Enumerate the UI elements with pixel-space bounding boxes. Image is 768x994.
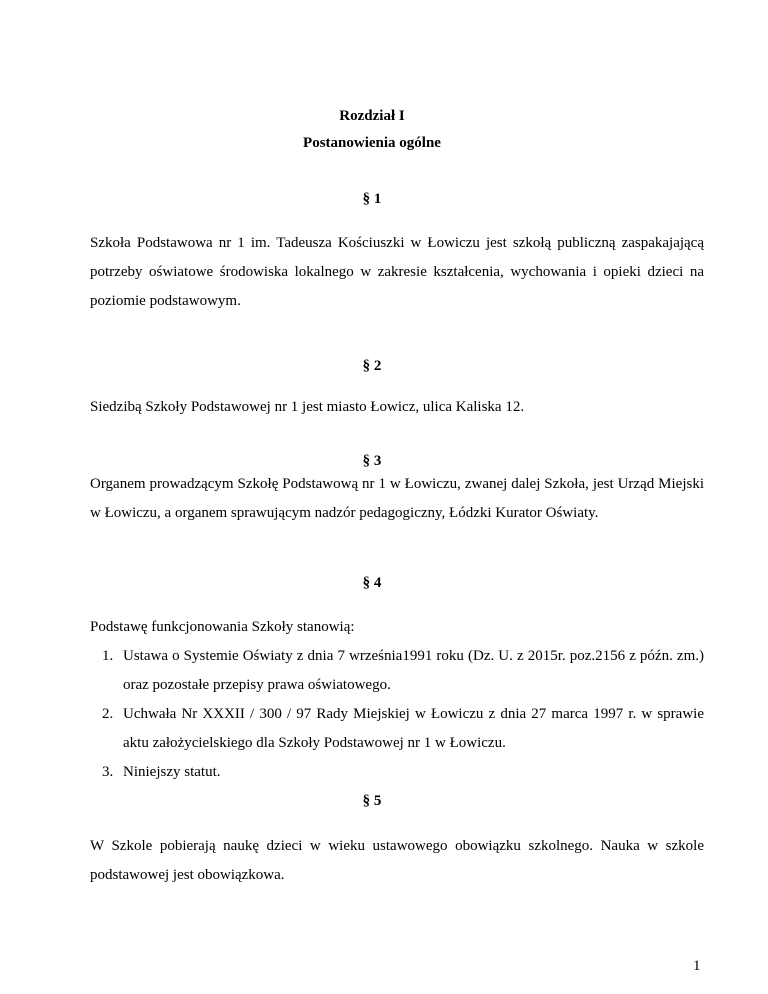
section-text-3: Organem prowadzącym Szkołę Podstawową nr 1 w Łowiczu, zwanej dalej Szkoła, jest Urząd Miejski w Łowiczu, a organem sprawującym nadzór pedagogiczny, Łódzki Kurator Oświaty.: [90, 476, 704, 521]
chapter-subtitle: Postanowienia ogólne: [303, 135, 441, 151]
list-item: [90, 642, 704, 700]
list-item-text: Uchwała Nr XXXII / 300 / 97 Rady Miejskiej w Łowiczu z dnia 27 marca 1997 r. w sprawie aktu założycielskiego dla Szkoły Podstawowej nr 1 w Łowiczu.: [123, 706, 704, 751]
list-item: [90, 700, 704, 758]
legal-basis-list: [90, 642, 704, 787]
section-text-2: Siedzibą Szkoły Podstawowej nr 1 jest miasto Łowicz, ulica Kaliska 12.: [90, 399, 525, 415]
list-item: [90, 758, 704, 787]
list-item-text: Ustawa o Systemie Oświaty z dnia 7 września1991 roku (Dz. U. z 2015r. poz.2156 z późn. zm.) oraz pozostałe przepisy prawa oświatowego.: [123, 648, 704, 693]
section-sign-3: § 3: [362, 453, 382, 469]
page-number: 1: [693, 958, 701, 974]
chapter-title: Rozdział I: [339, 108, 405, 124]
list-item-text: Niniejszy statut.: [123, 764, 221, 780]
section-sign-2: § 2: [362, 358, 382, 374]
section-text-4: Podstawę funkcjonowania Szkoły stanowią:: [90, 619, 355, 635]
section-sign-4: § 4: [362, 575, 382, 591]
section-sign-1: § 1: [362, 191, 382, 207]
section-sign-5: § 5: [362, 793, 382, 809]
list-item-number: 3.: [102, 764, 114, 780]
list-item-number: 2.: [102, 706, 114, 722]
list-item-number: 1.: [102, 648, 114, 664]
section-text-5: W Szkole pobierają naukę dzieci w wieku ustawowego obowiązku szkolnego. Nauka w szkole podstawowej jest obowiązkowa.: [90, 838, 704, 883]
section-text-1: Szkoła Podstawowa nr 1 im. Tadeusza Kościuszki w Łowiczu jest szkołą publiczną zaspakajającą potrzeby oświatowe środowiska lokalnego w zakresie kształcenia, wychowania i opieki dzieci na poziomie podstawowym.: [90, 235, 704, 309]
